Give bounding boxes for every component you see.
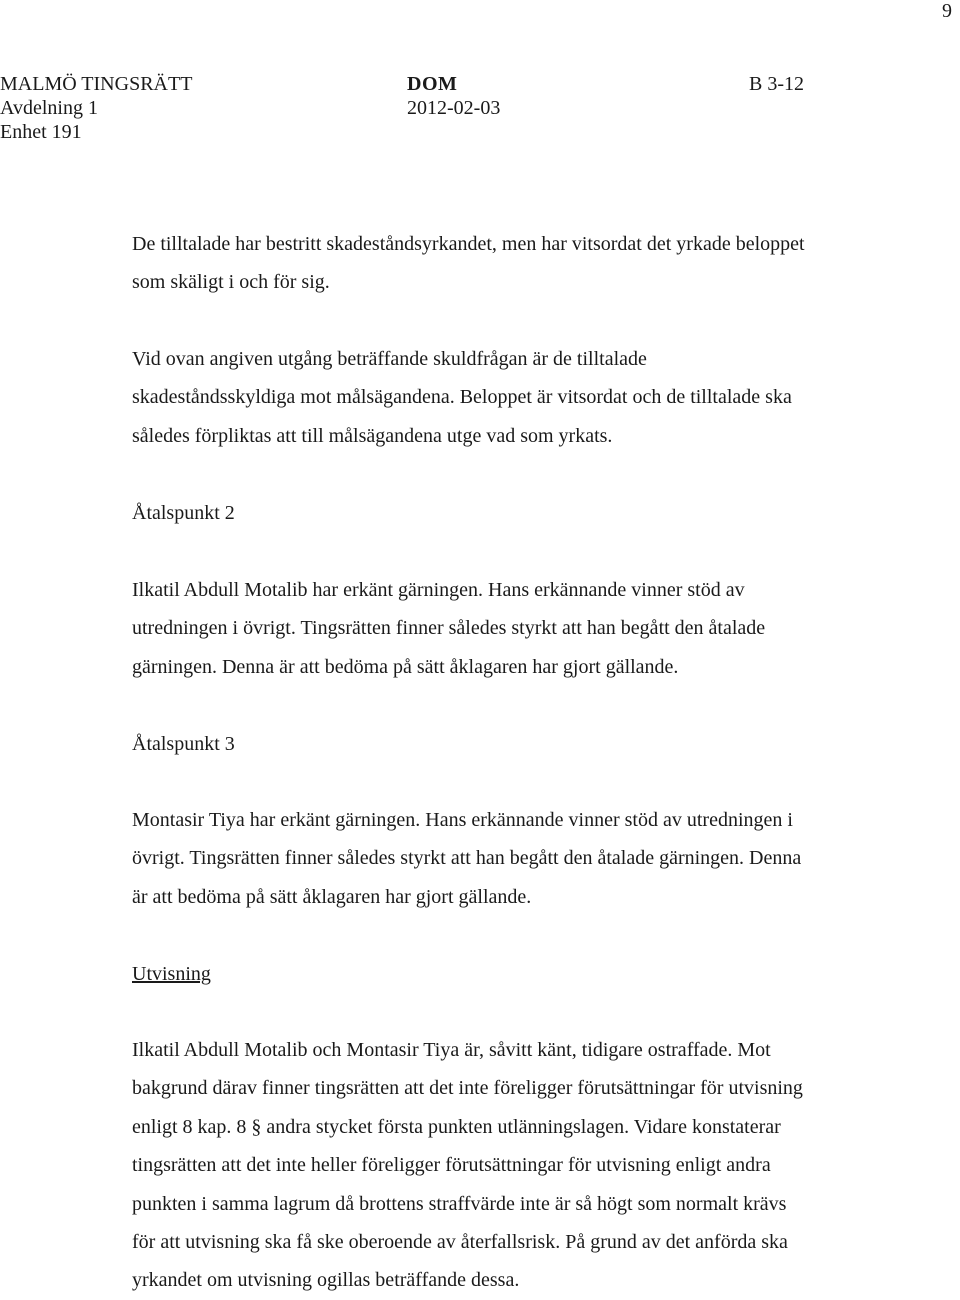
case-number: B 3-12: [749, 73, 804, 95]
text-line: Vid ovan angiven utgång beträffande skuldfrågan är de tilltalade: [132, 348, 647, 370]
text-line: bakgrund därav finner tingsrätten att det inte föreligger förutsättningar för utvisning: [132, 1077, 803, 1100]
text-line: gärningen. Denna är att bedöma på sätt åklagaren har gjort gällande.: [132, 655, 679, 678]
text-line: Ilkatil Abdull Motalib och Montasir Tiya är, såvitt känt, tidigare ostraffade. Mot: [132, 1039, 771, 1061]
department: Avdelning 1: [0, 97, 98, 119]
text-line: Montasir Tiya har erkänt gärningen. Hans erkännande vinner stöd av utredningen i: [132, 809, 793, 831]
heading-text: Åtalspunkt 3: [132, 733, 235, 755]
heading-expulsion: [132, 955, 211, 993]
text-line: för att utvisning ska få ske oberoende av återfallsrisk. På grund av det anförda ska: [132, 1231, 788, 1254]
page-number: 9: [942, 0, 952, 22]
unit: Enhet 191: [0, 121, 82, 143]
text-line: skadeståndsskyldiga mot målsägandena. Beloppet är vitsordat och de tilltalade ska: [132, 386, 792, 409]
document-type: DOM: [407, 73, 458, 95]
text-line: således förpliktas att till målsägandena utge vad som yrkats.: [132, 424, 613, 447]
text-line: övrigt. Tingsrätten finner således styrkt att han begått den åtalade gärningen. Denna: [132, 847, 802, 870]
court-name: MALMÖ TINGSRÄTT: [0, 73, 193, 95]
paragraph-expulsion: [132, 1031, 803, 1300]
heading-charge-3: [132, 725, 235, 763]
text-line: enligt 8 kap. 8 § andra stycket första punkten utlänningslagen. Vidare konstaterar: [132, 1115, 781, 1138]
text-line: som skäligt i och för sig.: [132, 271, 330, 294]
text-line: tingsrätten att det inte heller föreligger förutsättningar för utvisning enligt andra: [132, 1154, 771, 1177]
text-line: De tilltalade har bestritt skadeståndsyrkandet, men har vitsordat det yrkade beloppet: [132, 233, 805, 255]
text-line: yrkandet om utvisning ogillas beträffande dessa.: [132, 1269, 520, 1292]
text-line: punkten i samma lagrum då brottens straffvärde inte är så högt som normalt krävs: [132, 1192, 787, 1215]
document-date: 2012-02-03: [407, 97, 501, 119]
paragraph-charge-2: [132, 571, 765, 686]
heading-charge-2: [132, 494, 235, 532]
paragraph-damages-contested: [132, 225, 805, 302]
heading-text: Åtalspunkt 2: [132, 502, 235, 524]
heading-text: Utvisning: [132, 963, 211, 985]
text-line: Ilkatil Abdull Motalib har erkänt gärningen. Hans erkännande vinner stöd av: [132, 579, 745, 601]
paragraph-charge-3: [132, 801, 801, 916]
text-line: är att bedöma på sätt åklagaren har gjort gällande.: [132, 885, 532, 908]
text-line: utredningen i övrigt. Tingsrätten finner således styrkt att han begått den åtalade: [132, 617, 766, 640]
paragraph-damages-liability: [132, 340, 792, 455]
